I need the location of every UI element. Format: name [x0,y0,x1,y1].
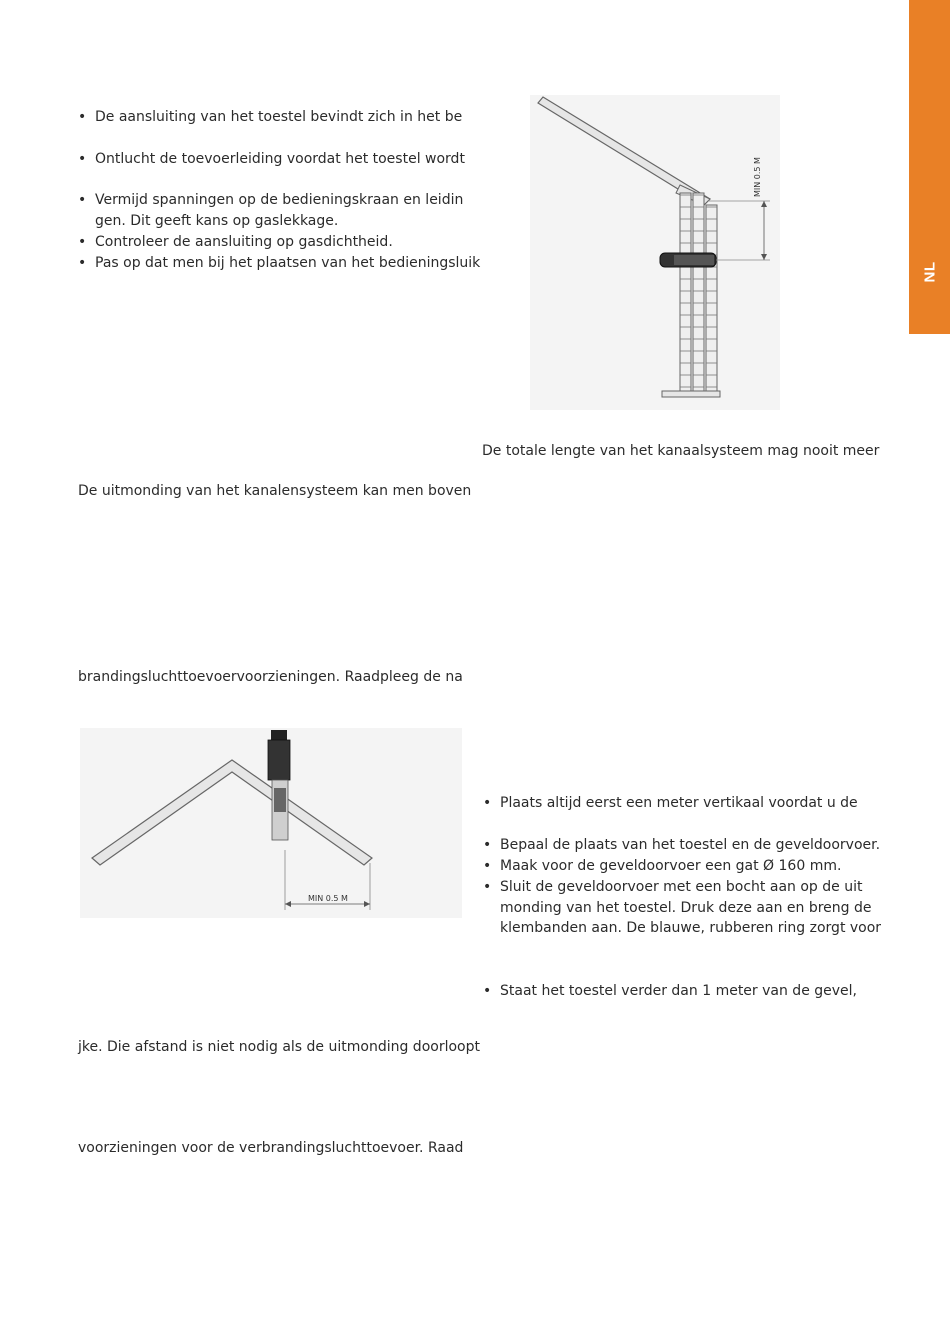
right-bullet-3: • Maak voor de geveldoorvoer een gat Ø 160 mm. [500,856,841,877]
right-bullet-4: • Sluit de geveldoorvoer met een bocht aan op de uit [500,877,862,898]
wall-columns [680,193,717,391]
left-bullet-3: • Vermijd spanningen op de bedieningskraan en leidin [95,190,463,211]
roof-flue-diagram [80,728,462,918]
right-bullet-4-continuation-1: monding van het toestel. Druk deze aan en breng de [500,900,872,916]
language-tab-label: NL [921,261,938,283]
right-bullet-5: • Staat het toestel verder dan 1 meter van de gevel, [500,981,857,1002]
wall-dimension-label: MIN 0.5 M [753,157,762,197]
left-bullet-5: • Pas op dat men bij het plaatsen van het bedieningsluik [95,253,480,274]
left-bullet-3-continuation: gen. Dit geeft kans op gaslekkage. [95,213,339,229]
right-bullet-4-continuation-2: klembanden aan. De blauwe, rubberen ring zorgt voor [500,920,882,936]
right-bullet-1: • Plaats altijd eerst een meter vertikaal voordat u de [500,793,858,814]
wall-flue-diagram [530,95,780,410]
left-bullet-1: • De aansluiting van het toestel bevindt zich in het be [95,107,462,128]
left-paragraph-1: De uitmonding van het kanalensysteem kan men boven [78,483,472,499]
right-bullet-2: • Bepaal de plaats van het toestel en de geveldoorvoer. [500,835,880,856]
roof-dimension-label: MIN 0.5 M [308,894,348,903]
left-paragraph-2: brandingsluchttoevoervoorzieningen. Raadpleeg de na [78,669,463,685]
left-bullet-2: • Ontlucht de toevoerleiding voordat het toestel wordt [95,149,465,170]
left-paragraph-4: voorzieningen voor de verbrandingsluchttoevoer. Raad [78,1140,464,1156]
left-paragraph-3: jke. Die afstand is niet nodig als de uitmonding doorloopt [78,1039,480,1055]
left-bullet-4: • Controleer de aansluiting op gasdichtheid. [95,232,393,253]
right-paragraph-1: De totale lengte van het kanaalsysteem mag nooit meer [482,443,880,459]
